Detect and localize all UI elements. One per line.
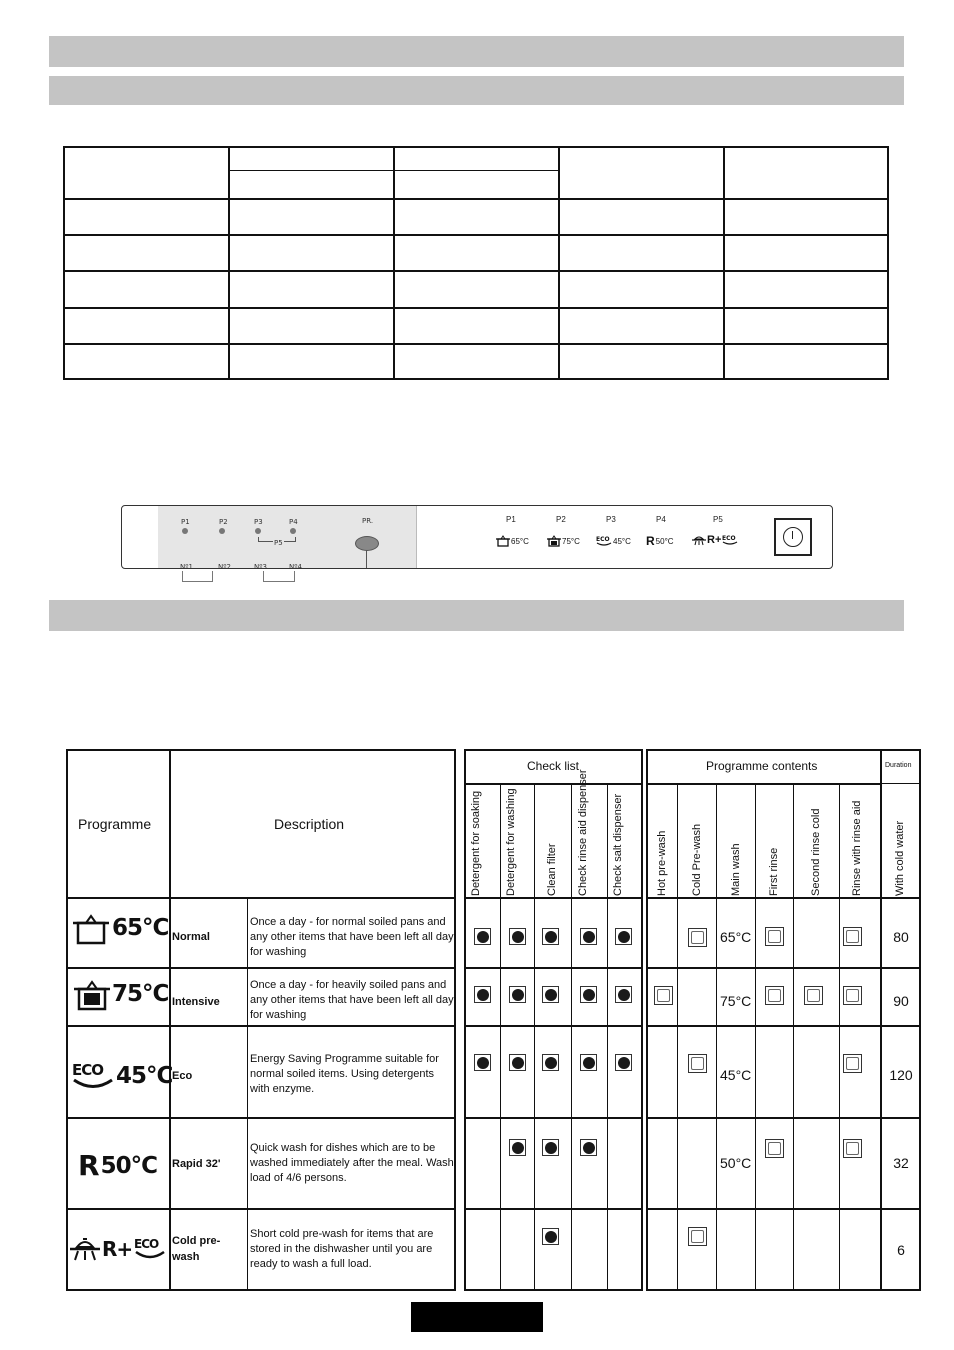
led-label-p2: P2 bbox=[219, 518, 228, 526]
row1-main-wash-temp: 65°C bbox=[720, 929, 752, 945]
row1-description: Once a day - for normal soiled pans and any other items that have been left all day for washing bbox=[250, 916, 454, 958]
panel-symbol-p4: R 50°C bbox=[646, 534, 674, 548]
prog-code-p5: P5 bbox=[713, 515, 723, 524]
row4-first-rinse-step bbox=[765, 1139, 784, 1158]
header-band-1 bbox=[49, 36, 904, 67]
led-p3 bbox=[255, 528, 261, 534]
row2-name: Intensive bbox=[172, 996, 220, 1008]
row1-salt-check bbox=[615, 928, 632, 945]
prog-code-p3: P3 bbox=[606, 515, 616, 524]
row3-salt-check bbox=[615, 1054, 632, 1071]
row5-name: Cold pre-wash bbox=[172, 1235, 221, 1263]
position-label-2: Nº2 bbox=[218, 563, 231, 571]
row3-duration: 120 bbox=[889, 1067, 913, 1083]
col-second-rinse-cold: Second rinse cold bbox=[810, 808, 822, 896]
led-p2 bbox=[219, 528, 225, 534]
panel-symbol-p1: 65°C bbox=[496, 535, 529, 547]
page-number-bar bbox=[411, 1302, 543, 1332]
row4-clean-filter-check bbox=[542, 1139, 559, 1156]
row3-cold-prewash-step bbox=[688, 1054, 707, 1073]
pan-icon bbox=[72, 911, 110, 945]
programme-table bbox=[66, 749, 921, 1291]
row5-description: Short cold pre-wash for items that are stored in the dishwasher until you are ready to wash a full load. bbox=[250, 1228, 434, 1270]
col-clean-filter: Clean filter bbox=[546, 843, 558, 896]
panel-symbol-p5: R+ ECO bbox=[692, 534, 738, 546]
panel-symbol-p3: ECO 45°C bbox=[596, 536, 631, 546]
header-check-list: Check list bbox=[527, 759, 580, 773]
row1-symbol: 65°C bbox=[72, 911, 168, 945]
row2-second-rinse-step bbox=[804, 986, 823, 1005]
svg-text:ECO: ECO bbox=[134, 1237, 159, 1251]
row2-main-wash-temp: 75°C bbox=[720, 993, 752, 1009]
row2-first-rinse-step bbox=[765, 986, 784, 1005]
row4-detergent-washing-check bbox=[509, 1139, 526, 1156]
position-bracket-right bbox=[263, 571, 295, 582]
col-hot-prewash: Hot pre-wash bbox=[656, 830, 668, 896]
led-p4 bbox=[290, 528, 296, 534]
col-cold-prewash: Cold Pre-wash bbox=[691, 823, 703, 896]
power-button-icon bbox=[783, 527, 803, 547]
col-first-rinse: First rinse bbox=[768, 847, 780, 896]
position-label-3: Nº3 bbox=[254, 563, 267, 571]
power-button[interactable] bbox=[774, 518, 812, 556]
col-with-cold-water: With cold water bbox=[894, 820, 906, 896]
rapid-r-icon: R bbox=[646, 534, 655, 548]
row3-main-wash-temp: 45°C bbox=[720, 1067, 752, 1083]
row4-description: Quick wash for dishes which are to be washed immediately after the meal. Wash load of 4/6 persons. bbox=[250, 1142, 454, 1184]
position-label-1: Nº1 bbox=[180, 563, 193, 571]
cold-prewash-icon bbox=[70, 1236, 100, 1262]
pr-label: PR. bbox=[362, 517, 374, 525]
row3-symbol: ECO 45°C bbox=[72, 1061, 173, 1089]
header-description: Description bbox=[274, 816, 345, 832]
row2-rinse-aid-check bbox=[580, 986, 597, 1003]
position-label-4: Nº4 bbox=[289, 563, 302, 571]
pr-leader-line bbox=[366, 550, 367, 568]
col-check-rinse-aid: Check rinse aid dispenser bbox=[577, 769, 589, 896]
row2-detergent-soaking-check bbox=[474, 986, 491, 1003]
row1-rinse-aid-step bbox=[843, 927, 862, 946]
col-check-salt: Check salt dispenser bbox=[612, 793, 624, 896]
row2-clean-filter-check bbox=[542, 986, 559, 1003]
row4-rinse-aid-step bbox=[843, 1139, 862, 1158]
row2-symbol: 75°C bbox=[74, 977, 168, 1011]
svg-text:ECO: ECO bbox=[722, 535, 736, 542]
row2-hot-prewash-step bbox=[654, 986, 673, 1005]
col-main-wash: Main wash bbox=[730, 843, 742, 896]
led-label-p1: P1 bbox=[181, 518, 190, 526]
row2-detergent-washing-check bbox=[509, 986, 526, 1003]
row2-description: Once a day - for heavily soiled pans and any other items that have been left all day for washing bbox=[250, 979, 454, 1021]
row2-duration: 90 bbox=[893, 993, 909, 1009]
header-band-2 bbox=[49, 76, 904, 105]
row4-name: Rapid 32' bbox=[172, 1158, 221, 1170]
row4-main-wash-temp: 50°C bbox=[720, 1155, 752, 1171]
row4-duration: 32 bbox=[893, 1155, 909, 1171]
position-bracket-left bbox=[182, 571, 213, 582]
led-p1 bbox=[182, 528, 188, 534]
blank-spec-table bbox=[63, 146, 889, 380]
rapid-r-icon: R bbox=[78, 1149, 99, 1182]
row5-cold-prewash-step bbox=[688, 1227, 707, 1246]
row1-name: Normal bbox=[172, 931, 210, 943]
row3-rinse-aid-step bbox=[843, 1054, 862, 1073]
control-panel bbox=[121, 505, 833, 569]
header-programme: Programme bbox=[78, 816, 152, 832]
svg-text:ECO: ECO bbox=[596, 536, 610, 543]
row3-description: Energy Saving Programme suitable for normal soiled items. Using detergents with enzyme. bbox=[250, 1053, 439, 1095]
eco-small-icon bbox=[134, 1237, 166, 1261]
cold-prewash-icon bbox=[692, 534, 706, 546]
col-rinse-with-rinse-aid: Rinse with rinse aid bbox=[851, 800, 863, 896]
row3-detergent-soaking-check bbox=[474, 1054, 491, 1071]
row1-detergent-soaking-check bbox=[474, 928, 491, 945]
eco-small-icon bbox=[722, 534, 738, 546]
svg-text:ECO: ECO bbox=[72, 1061, 104, 1079]
row5-clean-filter-check bbox=[542, 1228, 559, 1245]
led-label-p3: P3 bbox=[254, 518, 263, 526]
row3-detergent-washing-check bbox=[509, 1054, 526, 1071]
row1-first-rinse-step bbox=[765, 927, 784, 946]
row4-rinse-aid-check bbox=[580, 1139, 597, 1156]
row1-cold-prewash-step bbox=[688, 928, 707, 947]
prog-code-p2: P2 bbox=[556, 515, 566, 524]
row1-rinse-aid-check bbox=[580, 928, 597, 945]
header-band-3 bbox=[49, 600, 904, 631]
header-duration: Duration bbox=[885, 762, 912, 769]
prog-code-p1: P1 bbox=[506, 515, 516, 524]
row3-clean-filter-check bbox=[542, 1054, 559, 1071]
row5-duration: 6 bbox=[897, 1242, 905, 1258]
row2-salt-check bbox=[615, 986, 632, 1003]
panel-symbol-p2: 75°C bbox=[547, 535, 580, 547]
intensive-pan-icon bbox=[74, 977, 110, 1011]
led-group-label-p5: P5 bbox=[274, 539, 283, 547]
row5-symbol: R+ ECO bbox=[70, 1236, 166, 1262]
pan-icon bbox=[496, 535, 510, 547]
col-detergent-soaking: Detergent for soaking bbox=[470, 790, 482, 896]
eco-icon bbox=[596, 535, 612, 547]
programme-select-button[interactable] bbox=[355, 536, 379, 551]
eco-icon bbox=[72, 1061, 114, 1091]
led-label-p4: P4 bbox=[289, 518, 298, 526]
intensive-pan-icon bbox=[547, 535, 561, 547]
row1-detergent-washing-check bbox=[509, 928, 526, 945]
row3-name: Eco bbox=[172, 1070, 193, 1082]
row3-rinse-aid-check bbox=[580, 1054, 597, 1071]
row1-duration: 80 bbox=[893, 929, 909, 945]
col-detergent-washing: Detergent for washing bbox=[505, 788, 517, 896]
row1-clean-filter-check bbox=[542, 928, 559, 945]
prog-code-p4: P4 bbox=[656, 515, 666, 524]
row4-symbol: R 50°C bbox=[78, 1149, 157, 1182]
row2-rinse-aid-step bbox=[843, 986, 862, 1005]
header-programme-contents: Programme contents bbox=[706, 759, 818, 773]
